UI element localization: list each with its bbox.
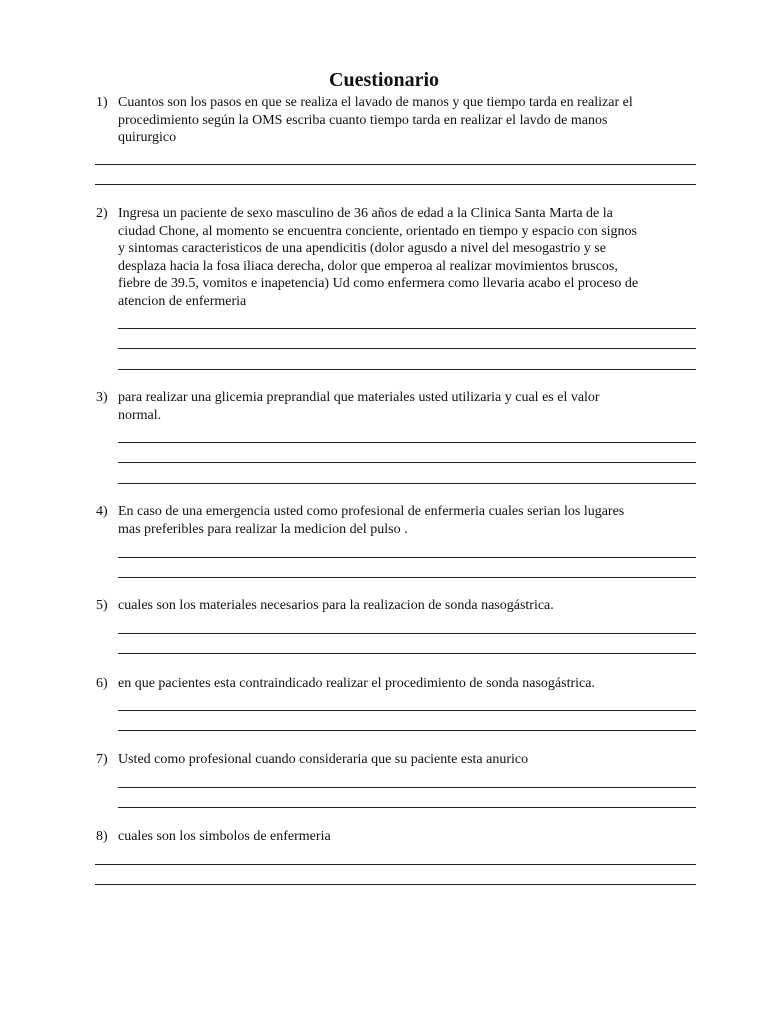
answer-line[interactable] bbox=[118, 557, 696, 558]
question-text-line: fiebre de 39.5, vomitos e inapetencia) Ud como enfermera como llevaria acabo el proceso de bbox=[118, 276, 639, 291]
question-text-line: y sintomas caracteristicos de una apendicitis (dolor agusdo a nivel del mesogastrio y se bbox=[118, 241, 606, 256]
answer-line[interactable] bbox=[118, 807, 696, 808]
question-text bbox=[118, 503, 703, 538]
answer-line[interactable] bbox=[118, 462, 696, 463]
question-number: 3) bbox=[96, 390, 108, 405]
question-text bbox=[118, 389, 703, 424]
answer-line[interactable] bbox=[118, 653, 696, 654]
answer-line[interactable] bbox=[118, 577, 696, 578]
page-title: Cuestionario bbox=[329, 69, 439, 91]
answer-line[interactable] bbox=[95, 184, 696, 185]
answer-line[interactable] bbox=[118, 369, 696, 370]
question-text-line: Ingresa un paciente de sexo masculino de 36 años de edad a la Clinica Santa Marta de la bbox=[118, 206, 613, 221]
question-number: 8) bbox=[96, 829, 108, 844]
question-text bbox=[118, 94, 703, 147]
question-text-line: en que pacientes esta contraindicado realizar el procedimiento de sonda nasogástrica. bbox=[118, 676, 595, 691]
answer-line[interactable] bbox=[95, 864, 696, 865]
question-text-line: En caso de una emergencia usted como profesional de enfermeria cuales serian los lugares bbox=[118, 504, 625, 519]
question-text-line: para realizar una glicemia preprandial que materiales usted utilizaria y cual es el valor bbox=[118, 390, 600, 405]
answer-line[interactable] bbox=[95, 884, 696, 885]
answer-line[interactable] bbox=[118, 633, 696, 634]
answer-line[interactable] bbox=[118, 710, 696, 711]
question-number: 6) bbox=[96, 676, 108, 691]
question-text-line: desplaza hacia la fosa iliaca derecha, dolor que emperoa al realizar movimientos bruscos, bbox=[118, 258, 618, 274]
question-text-line: procedimiento según la OMS escriba cuanto tiempo tarda en realizar el lavdo de manos bbox=[118, 112, 608, 128]
answer-line[interactable] bbox=[118, 328, 696, 329]
question-text-line: Usted como profesional cuando consideraria que su paciente esta anurico bbox=[118, 752, 529, 767]
question-text bbox=[118, 205, 703, 310]
question-text bbox=[118, 828, 703, 846]
answer-line[interactable] bbox=[118, 787, 696, 788]
question-text bbox=[118, 751, 703, 769]
answer-line[interactable] bbox=[118, 483, 696, 484]
answer-line[interactable] bbox=[118, 348, 696, 349]
question-number: 5) bbox=[96, 598, 108, 613]
question-text bbox=[118, 675, 703, 693]
question-number: 2) bbox=[96, 206, 108, 221]
question-text bbox=[118, 597, 703, 615]
question-text-line: Cuantos son los pasos en que se realiza el lavado de manos y que tiempo tarda en realizar el bbox=[118, 95, 633, 110]
question-text-line: cuales son los materiales necesarios para la realizacion de sonda nasogástrica. bbox=[118, 598, 554, 613]
answer-line[interactable] bbox=[118, 730, 696, 731]
question-text-line: cuales son los simbolos de enfermeria bbox=[118, 829, 331, 844]
question-text-line: atencion de enfermeria bbox=[118, 293, 247, 309]
answer-line[interactable] bbox=[118, 442, 696, 443]
question-text-line: normal. bbox=[118, 407, 162, 423]
question-text-line: ciudad Chone, al momento se encuentra conciente, orientado en tiempo y espacio con signos bbox=[118, 223, 638, 239]
question-text-line: quirurgico bbox=[118, 130, 177, 145]
answer-line[interactable] bbox=[95, 164, 696, 165]
question-text-line: mas preferibles para realizar la medicion del pulso . bbox=[118, 521, 408, 537]
question-number: 7) bbox=[96, 752, 108, 767]
question-number: 1) bbox=[96, 95, 108, 110]
question-number: 4) bbox=[96, 504, 108, 519]
